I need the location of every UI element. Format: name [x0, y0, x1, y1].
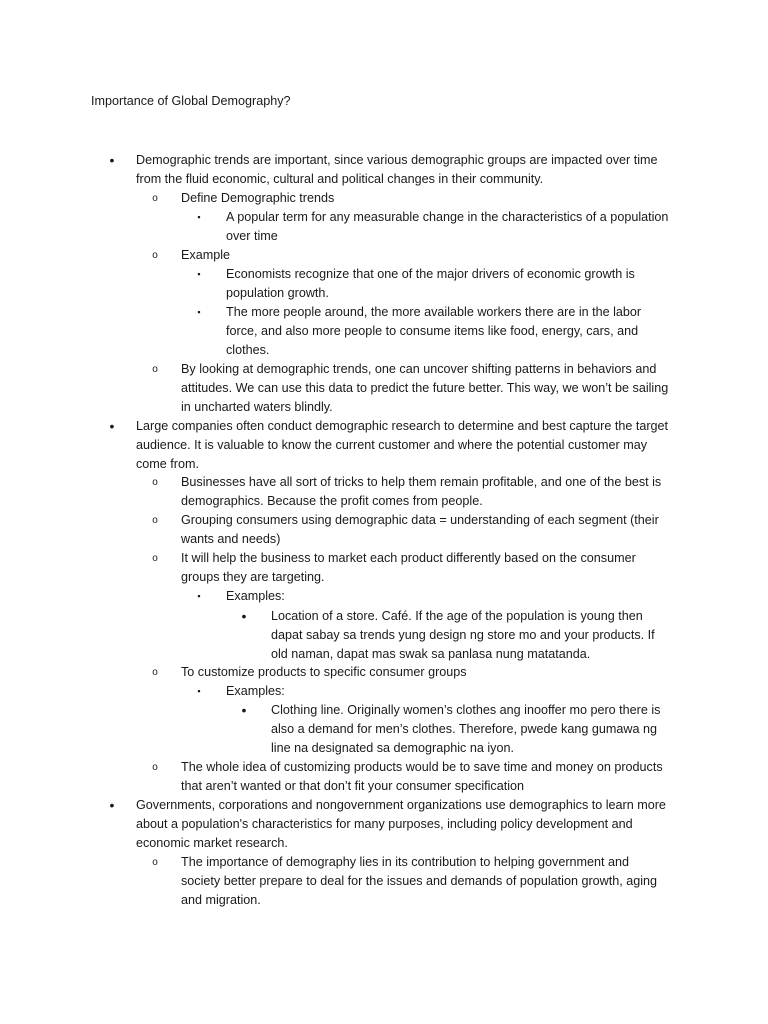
list-marker: ▪	[197, 591, 201, 601]
sub-item: Grouping consumers using demographic data = understanding of each segment (their wants and needs)	[181, 513, 659, 546]
sub-item: By looking at demographic trends, one can uncover shifting patterns in behaviors and attitudes. We can use this data to predict the future better. This way, we won’t be sailing in uncharted waters blindly.	[181, 362, 669, 414]
list-marker: o	[152, 762, 158, 773]
list-marker: o	[152, 515, 158, 526]
list-marker: ▪	[197, 269, 201, 279]
list-marker: o	[152, 250, 158, 261]
list-marker: •	[109, 152, 115, 168]
list-marker: •	[241, 608, 247, 624]
sub-sub-item: Examples:	[226, 589, 285, 603]
page-title: Importance of Global Demography?	[91, 94, 291, 108]
sub-item: Example	[181, 248, 230, 262]
bullet-item: Large companies often conduct demographic research to determine and best capture the target audience. It is valuable to know the current customer and where the potential customer may come from.	[136, 419, 669, 471]
list-marker: •	[109, 418, 115, 434]
list-marker: •	[109, 797, 115, 813]
list-marker: o	[152, 193, 158, 204]
sub-item: Businesses have all sort of tricks to help them remain profitable, and one of the best is demographics. Because the profit comes from people.	[181, 475, 662, 508]
list-marker: o	[152, 477, 158, 488]
list-marker: ▪	[197, 212, 201, 222]
list-marker: •	[241, 702, 247, 718]
list-marker: o	[152, 364, 158, 375]
sub-item: It will help the business to market each product differently based on the consumer groups they are targeting.	[181, 551, 636, 584]
list-marker: o	[152, 667, 158, 678]
bullet-item: Demographic trends are important, since various demographic groups are impacted over time from the fluid economic, cultural and political changes in their community.	[136, 153, 658, 186]
sub-item: The importance of demography lies in its contribution to helping government and society better prepare to deal for the issues and demands of population growth, aging and migration.	[181, 855, 658, 907]
sub-sub-item: A popular term for any measurable change in the characteristics of a population over time	[226, 210, 669, 243]
sub-sub-item: Examples:	[226, 684, 285, 698]
sub-item: Define Demographic trends	[181, 191, 335, 205]
list-marker: ▪	[197, 686, 201, 696]
list-marker: ▪	[197, 307, 201, 317]
detail-item: Clothing line. Originally women’s clothes ang inooffer mo pero there is also a demand for men’s clothes. Therefore, pwede kang gumawa ng line na designated sa demographic na iyon.	[271, 703, 661, 755]
bullet-item: Governments, corporations and nongovernment organizations use demographics to learn more about a population's characteristics for many purposes, including policy development and economic market research.	[136, 798, 666, 850]
sub-item: The whole idea of customizing products would be to save time and money on products that aren’t wanted or that don’t fit your consumer specification	[181, 760, 663, 793]
sub-sub-item: The more people around, the more available workers there are in the labor force, and also more people to consume items like food, energy, cars, and clothes.	[226, 305, 642, 357]
list-marker: o	[152, 553, 158, 564]
list-marker: o	[152, 857, 158, 868]
sub-item: To customize products to specific consumer groups	[181, 665, 467, 679]
detail-item: Location of a store. Café. If the age of the population is young then dapat sabay sa trends yung design ng store mo and your products. If old naman, dapat mas swak sa panlasa nung matatanda.	[271, 609, 655, 661]
sub-sub-item: Economists recognize that one of the major drivers of economic growth is population growth.	[226, 267, 635, 300]
